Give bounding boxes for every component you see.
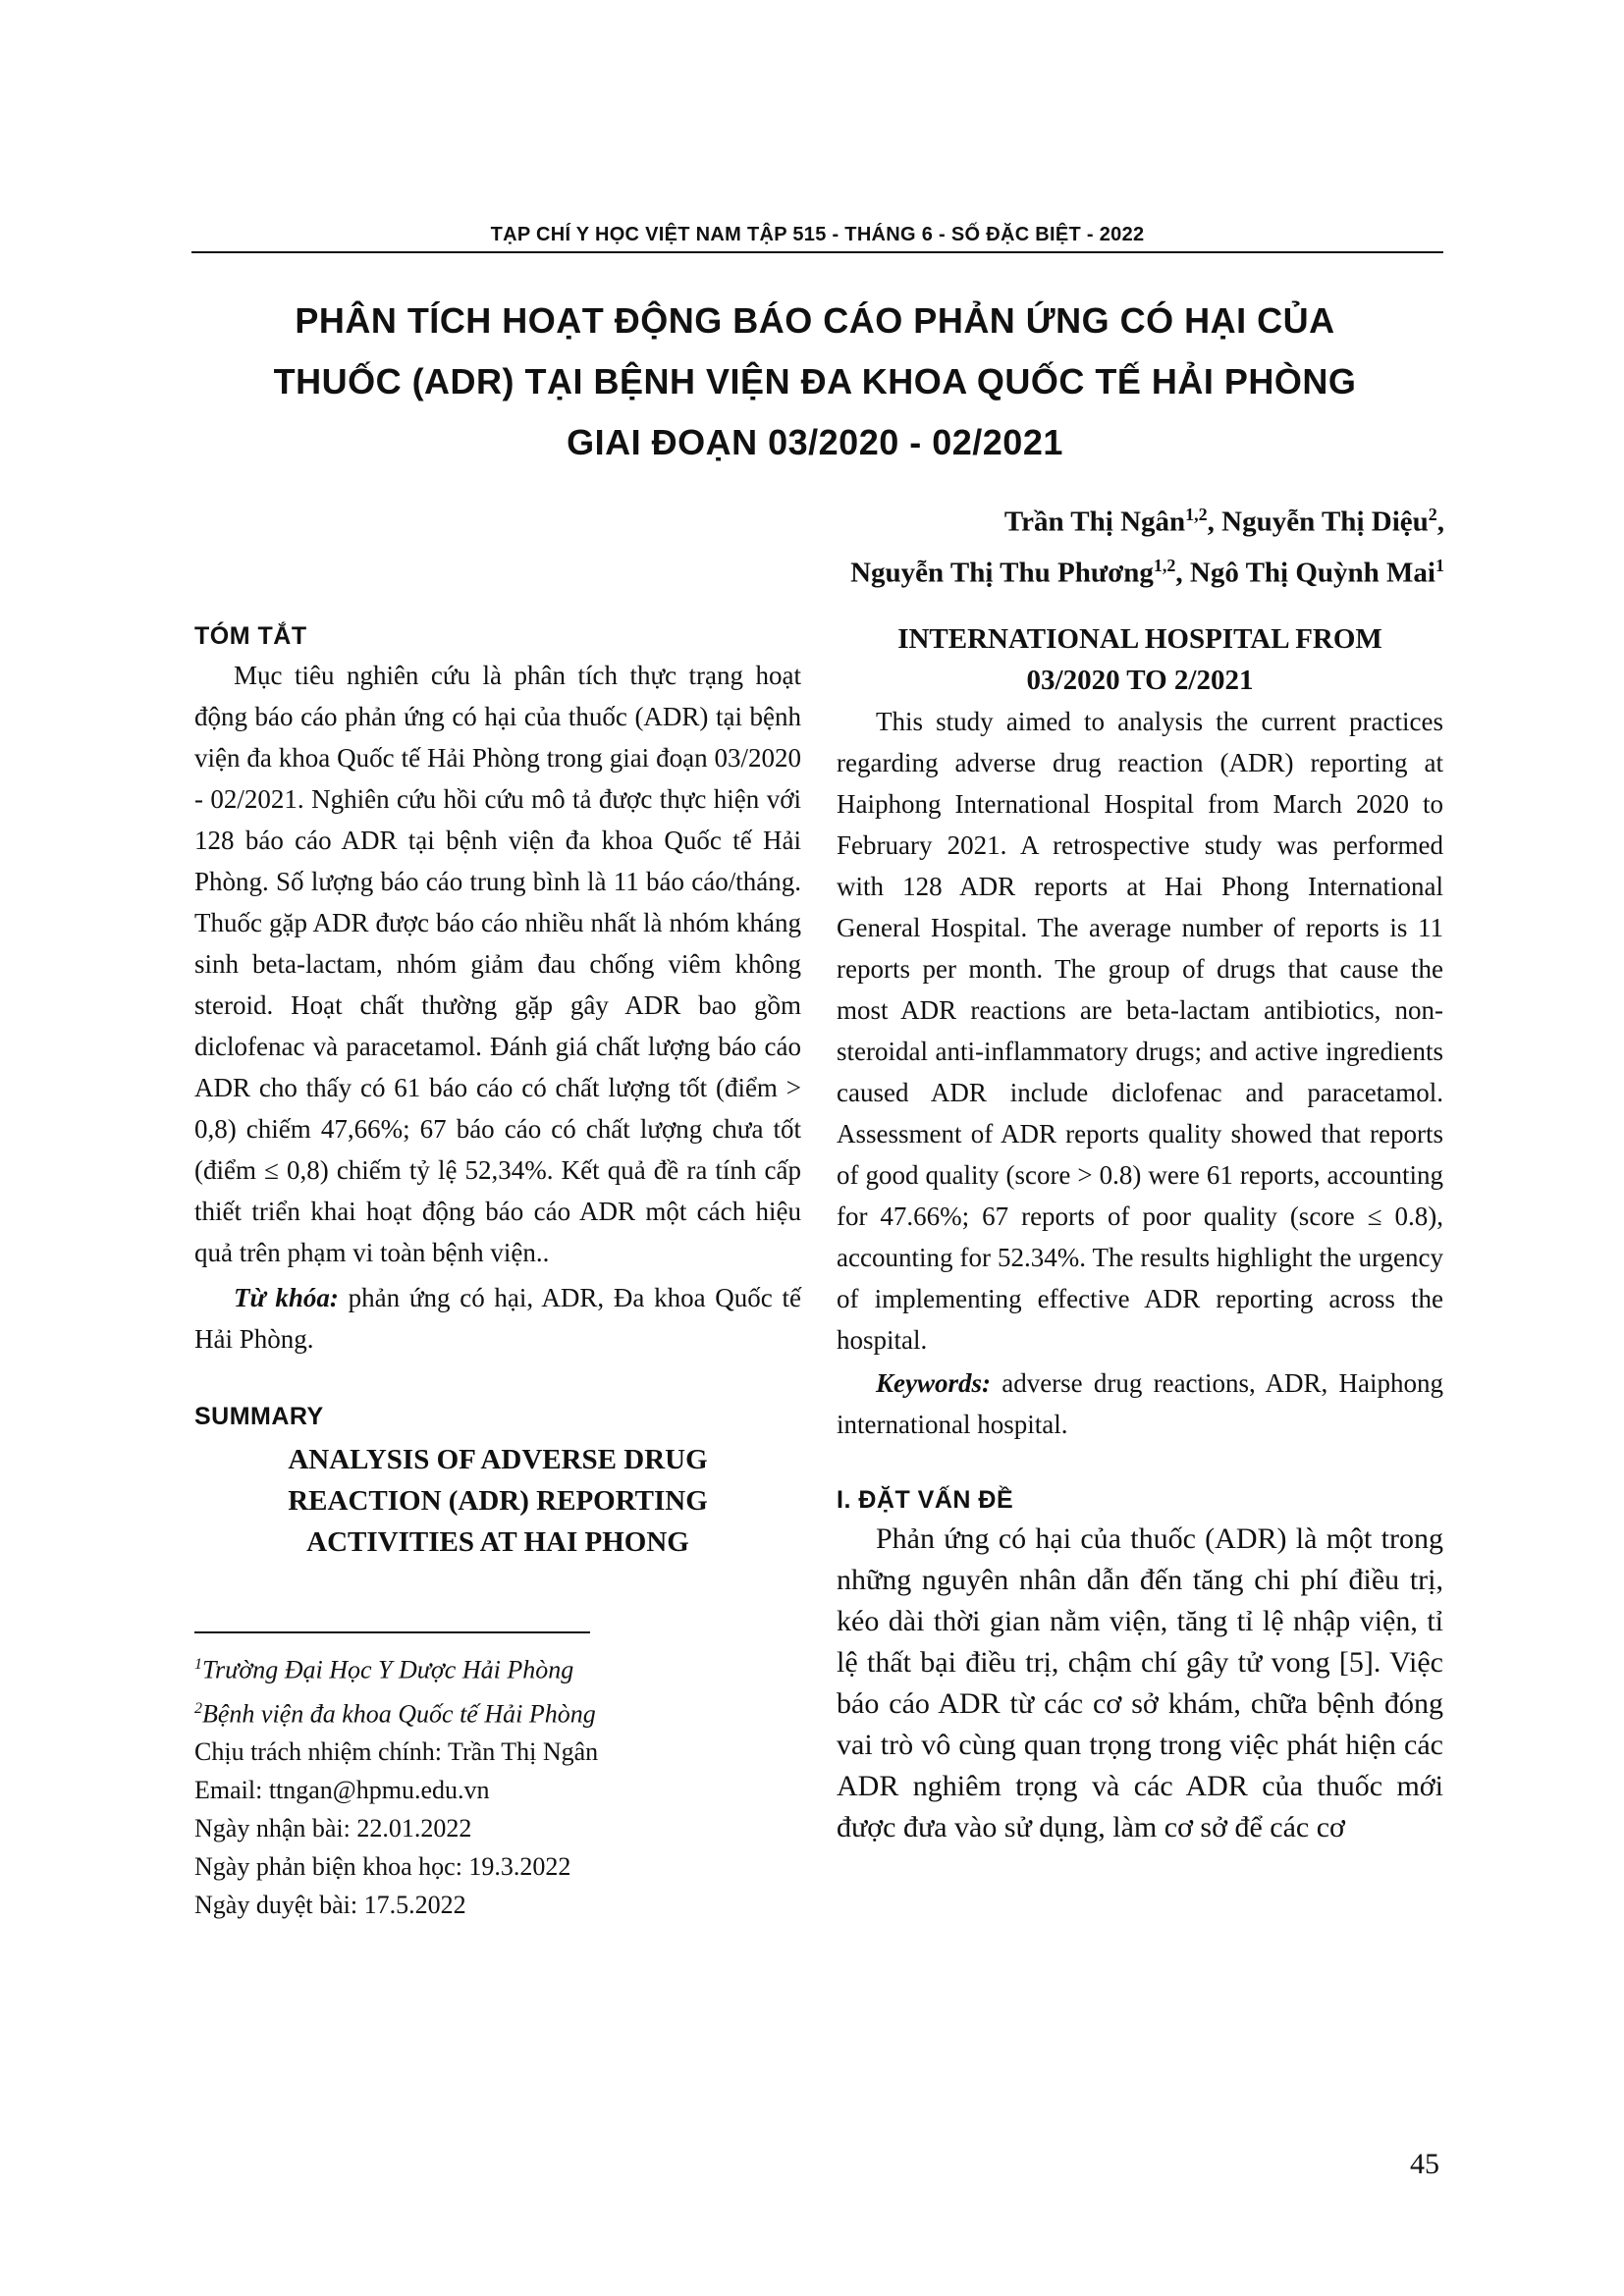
summary-title-line: ANALYSIS OF ADVERSE DRUG xyxy=(288,1444,708,1475)
author-affiliation: 1 xyxy=(1435,555,1444,575)
title-line: THUỐC (ADR) TẠI BỆNH VIỆN ĐA KHOA QUỐC TẾ HẢI PHÒNG xyxy=(273,361,1357,401)
section-1-heading: I. ĐẶT VẤN ĐỀ xyxy=(837,1486,1014,1514)
summary-title-line: INTERNATIONAL HOSPITAL FROM xyxy=(897,623,1382,655)
author-line-2 xyxy=(364,544,1444,595)
author-affiliation: 2 xyxy=(1428,505,1437,524)
affiliation-marker: 2 xyxy=(194,1699,202,1717)
header-rule xyxy=(191,251,1443,253)
author-list xyxy=(364,493,1444,594)
title-line: GIAI ĐOẠN 03/2020 - 02/2021 xyxy=(567,422,1063,462)
section-1-body: Phản ứng có hại của thuốc (ADR) là một trong những nguyên nhân dẫn đến tăng chi phí điều trị, kéo dài thời gian nằm viện, tăng tỉ lệ nhập viện, tỉ lệ thất bại điều trị, chậm chí gây tử vong [5]. Việc báo cáo ADR từ các cơ sở khám, chữa bệnh đóng vai trò vô cùng quan trọng trong việc phát hiện các ADR nghiêm trọng và các ADR của thuốc mới được đưa vào sử dụng, làm cơ sở để các cơ xyxy=(837,1522,1443,1843)
keywords-label: Keywords: xyxy=(876,1368,991,1398)
author-name: , Nguyễn Thị Diệu xyxy=(1207,506,1429,538)
affiliation-text: Bệnh viện đa khoa Quốc tế Hải Phòng xyxy=(202,1699,596,1729)
summary-heading: SUMMARY xyxy=(194,1403,324,1430)
keywords-text: phản ứng có hại, ADR, Đa khoa Quốc tế Hải Phòng. xyxy=(194,1283,801,1354)
summary-title-line: ACTIVITIES AT HAI PHONG xyxy=(306,1526,689,1558)
summary-body: This study aimed to analysis the current practices regarding adverse drug reaction (ADR) reporting at Haiphong International Hospital from March 2020 to February 2021. A retrospective study was performed with 128 ADR reports at Hai Phong International General Hospital. The average number of reports is 11 reports per month. The group of drugs that cause the most ADR reactions are beta-lactam antibiotics, non-steroidal anti-inflammatory drugs; and active ingredients caused ADR include diclofenac and paracetamol. Assessment of ADR reports quality showed that reports of good quality (score > 0.8) were 61 reports, accounting for 47.66%; 67 reports of poor quality (score ≤ 0.8), accounting for 52.34%. The results highlight the urgency of implementing effective ADR reporting across the hospital. xyxy=(837,707,1443,1355)
keywords-label: Từ khóa: xyxy=(234,1283,339,1312)
footnotes xyxy=(194,1645,801,1924)
date-received: Ngày nhận bài: 22.01.2022 xyxy=(194,1814,472,1843)
summary-title-line: REACTION (ADR) REPORTING xyxy=(288,1485,708,1517)
date-approved: Ngày duyệt bài: 17.5.2022 xyxy=(194,1891,466,1920)
author-name: , Ngô Thị Quỳnh Mai xyxy=(1175,557,1435,589)
affiliation-2 xyxy=(194,1689,801,1734)
contact-email: Email: ttngan@hpmu.edu.vn xyxy=(194,1776,490,1805)
responsible-author: Chịu trách nhiệm chính: Trần Thị Ngân xyxy=(194,1737,599,1767)
author-line-1 xyxy=(364,493,1444,544)
author-name: Nguyễn Thị Thu Phương xyxy=(850,557,1154,589)
author-name: Trần Thị Ngân xyxy=(1003,506,1186,538)
date-reviewed: Ngày phản biện khoa học: 19.3.2022 xyxy=(194,1852,571,1882)
author-affiliation: 1,2 xyxy=(1153,555,1176,575)
affiliation-marker: 1 xyxy=(194,1656,202,1673)
affiliation-text: Trường Đại Học Y Dược Hải Phòng xyxy=(202,1655,574,1684)
summary-keywords xyxy=(837,1362,1443,1445)
article-title xyxy=(226,291,1404,473)
author-affiliation: 1,2 xyxy=(1185,505,1208,524)
title-line: PHÂN TÍCH HOẠT ĐỘNG BÁO CÁO PHẢN ỨNG CÓ HẠI CỦA xyxy=(295,300,1335,341)
page-number: 45 xyxy=(1410,2148,1439,2180)
tom-tat-heading: TÓM TẮT xyxy=(194,622,307,650)
tom-tat-keywords xyxy=(194,1277,801,1360)
affiliation-1 xyxy=(194,1645,801,1689)
footnote-rule xyxy=(194,1631,590,1633)
tom-tat-body: Mục tiêu nghiên cứu là phân tích thực trạng hoạt động báo cáo phản ứng có hại của thuốc (ADR) tại bệnh viện đa khoa Quốc tế Hải Phòng trong giai đoạn 03/2020 - 02/2021. Nghiên cứu hồi cứu mô tả được thực hiện với 128 báo cáo ADR tại bệnh viện đa khoa Quốc tế Hải Phòng. Số lượng báo cáo trung bình là 11 báo cáo/tháng. Thuốc gặp ADR được báo cáo nhiều nhất là nhóm kháng sinh beta-lactam, nhóm giảm đau chống viêm không steroid. Hoạt chất thường gặp gây ADR bao gồm diclofenac và paracetamol. Đánh giá chất lượng báo cáo ADR cho thấy có 61 báo cáo có chất lượng tốt (điểm > 0,8) chiếm 47,66%; 67 báo cáo có chất lượng chưa tốt (điểm ≤ 0,8) chiếm tỷ lệ 52,34%. Kết quả đề ra tính cấp thiết triển khai hoạt động báo cáo ADR một cách hiệu quả trên phạm vi toàn bệnh viện.. xyxy=(194,661,801,1267)
summary-title-line: 03/2020 TO 2/2021 xyxy=(1026,665,1254,696)
right-column xyxy=(837,618,1443,1848)
keywords-text: adverse drug reactions, ADR, Haiphong international hospital. xyxy=(837,1368,1443,1439)
journal-header: TẠP CHÍ Y HỌC VIỆT NAM TẬP 515 - THÁNG 6 - SỐ ĐẶC BIỆT - 2022 xyxy=(490,224,1145,245)
left-column xyxy=(194,618,801,1924)
author-separator: , xyxy=(1436,506,1444,538)
